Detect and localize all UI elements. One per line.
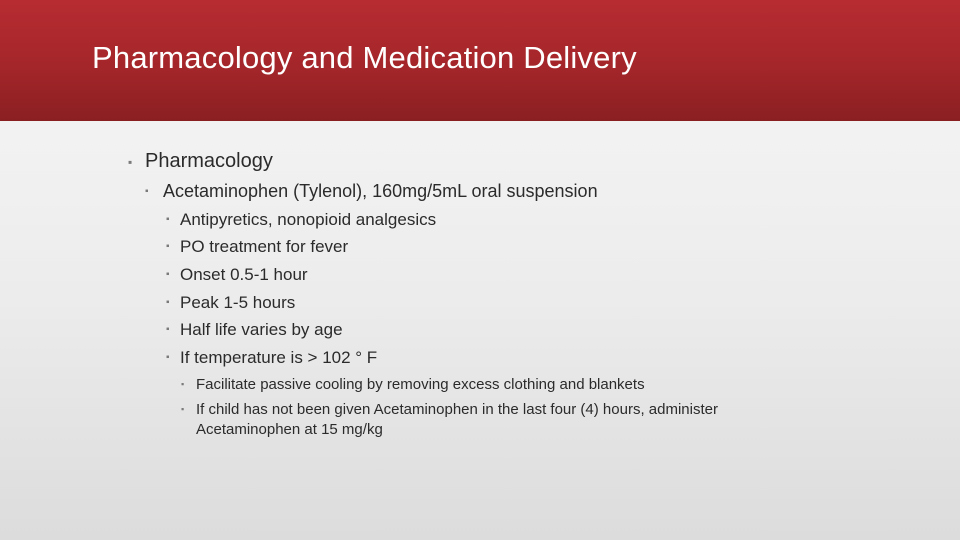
square-bullet-icon: ▪ bbox=[181, 379, 185, 389]
square-bullet-icon: ▪ bbox=[145, 186, 149, 197]
square-bullet-icon: ▪ bbox=[166, 352, 170, 363]
slide-title: Pharmacology and Medication Delivery bbox=[92, 40, 637, 75]
square-bullet-icon: ▪ bbox=[166, 297, 170, 308]
square-bullet-icon: ▪ bbox=[166, 241, 170, 252]
square-bullet-icon: ▪ bbox=[166, 269, 170, 280]
bullet-text: If child has not been given Acetaminophen in the last four (4) hours, administer bbox=[196, 401, 718, 418]
square-bullet-icon: ▪ bbox=[166, 324, 170, 335]
bullet-text: PO treatment for fever bbox=[180, 237, 349, 256]
bullet-text: Antipyretics, nonopioid analgesics bbox=[180, 210, 437, 229]
bullet-text: Pharmacology bbox=[145, 150, 273, 172]
bullet-text: If temperature is > 102 ° F bbox=[180, 348, 378, 367]
bullet-text: Onset 0.5-1 hour bbox=[180, 265, 308, 284]
square-bullet-icon: ▪ bbox=[181, 404, 185, 414]
square-bullet-icon: ▪ bbox=[166, 214, 170, 225]
bullet-text: Peak 1-5 hours bbox=[180, 293, 296, 312]
bullet-text: Facilitate passive cooling by removing excess clothing and blankets bbox=[196, 376, 645, 393]
bullet-text-continued: Acetaminophen at 15 mg/kg bbox=[196, 421, 383, 438]
square-bullet-icon: ▪ bbox=[128, 155, 133, 169]
bullet-text: Half life varies by age bbox=[180, 320, 343, 339]
bullet-text: Acetaminophen (Tylenol), 160mg/5mL oral suspension bbox=[163, 181, 598, 201]
